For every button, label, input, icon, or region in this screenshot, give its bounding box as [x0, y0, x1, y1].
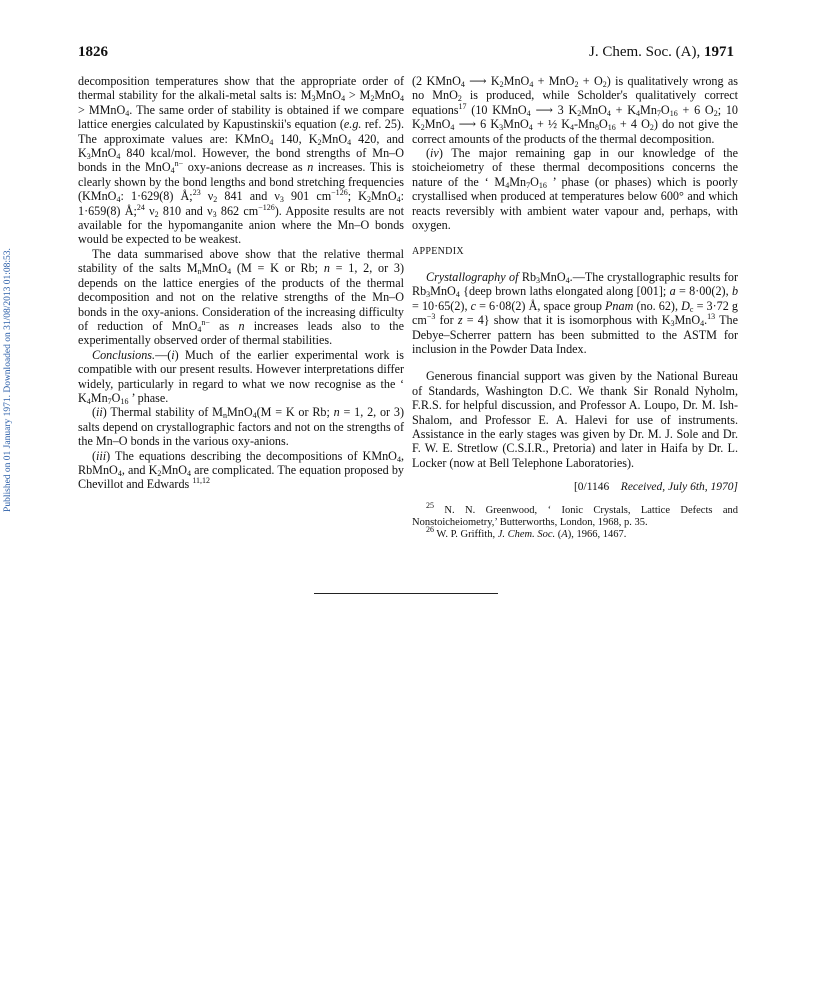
- text: ; K: [347, 189, 367, 204]
- subscript: 4: [116, 152, 121, 162]
- italic-text: A: [561, 529, 568, 541]
- text: (: [92, 405, 97, 420]
- subscript: 4: [347, 137, 352, 147]
- appendix-heading: APPENDIX: [412, 246, 464, 258]
- text: MnO: [321, 131, 348, 146]
- subscript: 7: [656, 108, 661, 118]
- subscript: 4: [187, 468, 192, 478]
- text: N. N. Greenwood, ‘ Ionic Crystals, Lattice Defects and Nonstoicheiometry,’ Butterworths, London, 1968, p. 35.: [412, 504, 738, 528]
- paragraph-conclusion-ii: [78, 405, 404, 448]
- text: Mn: [640, 102, 657, 117]
- text: ) Thermal stability of M: [102, 405, 223, 420]
- text: 420, and K: [78, 131, 404, 161]
- subscript: 2: [713, 108, 718, 118]
- text: ⟶ 3 K: [530, 102, 578, 117]
- subscript: 4: [116, 195, 121, 205]
- subscript: 4: [455, 290, 460, 300]
- text: > MMnO: [78, 102, 126, 117]
- subscript: 4: [526, 108, 531, 118]
- subscript: 16: [120, 396, 129, 406]
- text: + K: [610, 102, 637, 117]
- subscript: 2: [317, 137, 322, 147]
- text: are complicated. The equation proposed by Chevillot and Edwards: [78, 462, 404, 492]
- subscript: 4: [528, 123, 533, 133]
- superscript: −1: [258, 202, 267, 212]
- subscript: 4: [636, 108, 641, 118]
- right-column: [412, 74, 738, 542]
- text: ) The major remaining gap in our knowledge of the stoicheiometry of these thermal decompositions concerns the nature of the ‘ M: [412, 146, 738, 189]
- subscript: 4: [570, 123, 575, 133]
- italic-text: a: [669, 284, 676, 299]
- subscript: 2: [577, 108, 582, 118]
- text: = 6·08(2) Å, space group: [475, 298, 606, 313]
- text: (: [555, 529, 562, 541]
- text: ν: [200, 189, 214, 204]
- subscript: 2: [370, 94, 375, 104]
- text: O: [660, 102, 670, 117]
- text: ref. 25). The approximate values are: KMnO: [78, 117, 404, 146]
- paragraph-conclusions: [78, 348, 404, 406]
- received-date: Received, July 6th, 1970]: [620, 481, 738, 494]
- text: = 1, 2, or 3) salts depend on crystallographic factors and not on the strengths of the Mn–O bonds in the various oxy-anions.: [78, 405, 404, 449]
- subscript: 4: [505, 180, 510, 190]
- subscript: 16: [607, 123, 616, 133]
- end-rule: [314, 593, 498, 594]
- text: ⟶ 6 K: [454, 117, 500, 132]
- italic-text: n: [307, 160, 314, 175]
- text: W. P. Griffith,: [434, 529, 498, 541]
- text: Mn: [509, 174, 527, 189]
- italic-text: ii: [96, 405, 103, 420]
- text: .: [704, 313, 708, 328]
- superscript: −3: [426, 312, 436, 322]
- text: = 1, 2, or 3) depends on the lattice energies of the products of the thermal decomposition and not on the relative strengths of the Mn–O bonds in the oxy-anions. Consideration of the increasing difficulty of reduction of MnO: [78, 261, 404, 333]
- journal-name: J. Chem. Soc. (A),: [589, 44, 701, 60]
- italic-text: i: [171, 347, 175, 362]
- text: = 10·65(2),: [412, 298, 471, 313]
- subscript: 4: [460, 80, 465, 89]
- subscript: n: [197, 267, 202, 277]
- text: MnO: [424, 117, 451, 132]
- text: + O: [578, 74, 603, 88]
- subscript: 3: [212, 209, 217, 219]
- text: 140, K: [273, 131, 318, 146]
- subscript: 2: [420, 123, 425, 133]
- subscript: 3: [426, 290, 431, 300]
- section-label: Crystallography of: [426, 269, 519, 284]
- italic-text: b: [731, 284, 739, 299]
- subscript: 2: [157, 468, 162, 478]
- subscript: 4: [269, 137, 274, 147]
- reference-mark: 13: [707, 312, 716, 322]
- paragraph-remaining-gap: [412, 146, 738, 232]
- text: 901 cm: [283, 189, 332, 204]
- text: MnO: [581, 102, 607, 117]
- subscript: 16: [538, 180, 547, 190]
- italic-text: iv: [430, 146, 439, 161]
- text: : 1·629(8) Å;: [120, 189, 193, 204]
- text: + MnO: [533, 74, 575, 88]
- subscript: 4: [396, 195, 401, 205]
- text: MnO: [161, 462, 188, 477]
- paragraph-acknowledgements: Generous financial support was given by the National Bureau of Standards, Washington D.C. We thank Sir Ronald Nyholm, F.R.S. for helpful discussion, and Professor A. Loupo, Dr. M. Ish-Shalom, and Professor E. A. Halevi for use of instruments. Assistance in the early stages was given by Dr. M. J. Sole and Dr. F. W. E. Stretlow (C.S.I.R., Pretoria) and later in Haifa by Dr. L. Locker (now at Bell Telephone Laboratories).: [412, 369, 738, 470]
- journal-reference: [589, 44, 734, 61]
- italic-text: iii: [96, 448, 107, 463]
- text: .—The crystallographic results for Rb: [412, 269, 738, 299]
- subscript: 4: [396, 454, 401, 464]
- subscript: 2: [649, 123, 654, 133]
- text: oxy-anions decrease as: [183, 160, 308, 175]
- text: -Mn: [574, 117, 595, 132]
- manuscript-code: [0/1146: [573, 481, 610, 494]
- download-notice: Published on 01 January 1971. Downloaded on 31/08/2013 01:08:53.: [3, 248, 13, 512]
- reference-mark: 26: [266, 202, 275, 212]
- left-column: [78, 74, 404, 492]
- reference-mark: 24: [136, 202, 145, 212]
- text: (: [426, 146, 431, 161]
- subscript: 3: [311, 94, 316, 104]
- subscript: 3: [86, 152, 91, 162]
- text: MnO: [503, 117, 529, 132]
- text: MnO: [226, 405, 253, 420]
- subscript: 4: [400, 94, 404, 104]
- text: ), 1966, 1467.: [567, 529, 627, 541]
- text: (: [92, 448, 97, 463]
- subscript: 2: [213, 195, 218, 205]
- subscript: 4: [341, 94, 346, 104]
- text: MnO: [315, 88, 342, 103]
- subscript: 16: [669, 108, 678, 118]
- text: 810 and ν: [158, 203, 213, 218]
- subscript: 4: [117, 468, 122, 478]
- received-line: [412, 480, 738, 494]
- text: is produced, while Scholder's qualitatively correct equations: [412, 88, 739, 117]
- text: , RbMnO: [78, 448, 404, 477]
- text: , and K: [121, 462, 158, 477]
- subscript: 4: [700, 319, 705, 329]
- subscript: 2: [366, 195, 371, 205]
- text: ) is qualitatively wrong as no MnO: [412, 74, 738, 103]
- download-sidebar: [0, 120, 16, 640]
- text: ). Apposite results are not available for the hypomanganite anion where the Mn–O bonds would be expected to be weakest.: [78, 203, 404, 247]
- subscript: 4: [529, 80, 534, 89]
- section-label: Conclusions.: [92, 347, 156, 362]
- text: {deep brown laths elongated along [001];: [459, 284, 670, 299]
- text: ) do not give the correct amounts of the products of the thermal decomposition.: [412, 117, 738, 146]
- journal-year: 1971: [704, 44, 734, 60]
- text: ’ phase (or phases) which is poorly crystallised when produced at temperatures below 600° and which reacts reversibly with ambient water vapour and, perhaps, with oxygen.: [412, 174, 739, 233]
- paragraph-stability-order: [78, 74, 404, 247]
- text: increases leads also to the experimentally observed order of thermal stabilities.: [78, 318, 404, 348]
- text: : 1·659(8) Å;: [78, 189, 404, 218]
- reference-26: [412, 525, 738, 541]
- subscript: n: [222, 411, 227, 421]
- subscript: 2: [574, 80, 579, 89]
- reference-mark: 11,12: [192, 476, 211, 486]
- text: + ½ K: [532, 117, 571, 132]
- subscript: 4: [125, 108, 130, 118]
- text: (2 KMnO: [412, 74, 461, 88]
- subscript: 4: [252, 411, 257, 421]
- text: The data summarised above show that the relative thermal stability of the salts M: [78, 246, 404, 276]
- text: O: [598, 117, 608, 132]
- spacer: [412, 260, 738, 270]
- spacer: [412, 232, 738, 245]
- italic-text: n: [238, 318, 245, 333]
- text: = 8·00(2),: [675, 284, 732, 299]
- superscript: n−: [201, 317, 210, 327]
- text: = 3·72 g cm: [412, 298, 738, 328]
- spacer: [412, 470, 738, 480]
- text: ν: [144, 203, 155, 218]
- reference-25: [412, 500, 738, 530]
- subscript: 4: [170, 166, 175, 176]
- subscript: 3: [499, 123, 504, 133]
- subscript: 7: [526, 180, 531, 190]
- subscript: 4: [227, 267, 232, 277]
- text: O: [530, 174, 539, 189]
- text: MnO: [503, 74, 530, 88]
- subscript: 2: [457, 94, 462, 104]
- reference-mark: 26: [339, 188, 348, 198]
- text: (no. 62),: [633, 298, 682, 313]
- text: ’ phase.: [128, 390, 169, 405]
- text: Mn: [90, 390, 108, 405]
- italic-text: e.g.: [343, 117, 362, 132]
- text: The Debye–Scherrer pattern has been submitted to the ASTM for inclusion in the Powder Data Index.: [412, 313, 738, 356]
- text: 840 kcal/mol. However, the bond strengths of Mn–O bonds in the MnO: [78, 146, 404, 175]
- text: = 4} show that it is isomorphous with K: [462, 313, 671, 328]
- text: MnO: [674, 313, 701, 328]
- paragraph-equations: [412, 74, 738, 146]
- text: 862 cm: [216, 203, 259, 218]
- text: MnO: [430, 284, 456, 299]
- text: —(: [155, 347, 172, 362]
- text: increases. This is clearly shown by the bond lengths and bond stretching frequencies (KMnO: [78, 160, 404, 204]
- subscript: 3: [536, 275, 541, 285]
- subscript: 3: [279, 195, 284, 205]
- subscript: 4: [197, 324, 202, 334]
- superscript: −1: [331, 188, 340, 198]
- text: as: [209, 318, 239, 333]
- italic-text: n: [323, 261, 330, 276]
- subscript: 4: [86, 396, 91, 406]
- subscript: 2: [499, 80, 504, 89]
- text: + 4 O: [615, 117, 650, 132]
- spacer: [412, 356, 738, 369]
- text: decomposition temperatures show that the appropriate order of thermal stability for the alkali-metal salts is: M: [78, 74, 404, 103]
- text: (M = K or Rb;: [231, 261, 324, 276]
- spacer: [412, 495, 738, 505]
- text: MnO: [201, 261, 228, 276]
- italic-text: J. Chem. Soc.: [497, 529, 556, 541]
- text: O: [111, 390, 121, 405]
- italic-text: c: [470, 298, 476, 313]
- text: ⟶ K: [464, 74, 500, 88]
- text: + 6 O: [677, 102, 714, 117]
- paragraph-conclusion-iii: [78, 449, 404, 492]
- subscript: 7: [107, 396, 112, 406]
- italic-text: n: [333, 405, 340, 420]
- italic-text: Pnam: [605, 298, 634, 313]
- reference-number: 25: [426, 500, 434, 510]
- text: Rb: [518, 269, 537, 284]
- subscript: 4: [606, 108, 611, 118]
- text: > M: [345, 88, 371, 103]
- reference-mark: 23: [192, 188, 201, 198]
- subscript: c: [689, 304, 694, 314]
- reference-mark: 17: [458, 101, 467, 111]
- subscript: 4: [565, 275, 570, 285]
- subscript: 2: [154, 209, 159, 219]
- text: (10 KMnO: [466, 102, 527, 117]
- text: ) Much of the earlier experimental work is compatible with our present results. However interpretations differ widely, particularly in regard to what we now recognise as the ‘ K: [78, 347, 404, 405]
- text: MnO: [370, 189, 397, 204]
- text: (M = K or Rb;: [256, 405, 334, 420]
- text: MnO: [90, 146, 117, 161]
- text: ) The equations describing the decompositions of KMnO: [106, 448, 397, 463]
- subscript: 4: [450, 123, 455, 133]
- page-number: 1826: [78, 44, 108, 60]
- text: 841 and ν: [217, 189, 280, 204]
- subscript: 3: [670, 319, 675, 329]
- paragraph-relative-stability: [78, 247, 404, 348]
- text: . The same order of stability is obtained if we compare lattice energies calculated by Kapustinskii's equation (: [78, 102, 404, 132]
- reference-number: 26: [426, 525, 434, 535]
- subscript: 8: [594, 123, 599, 133]
- italic-text: D: [681, 298, 690, 313]
- italic-text: z: [457, 313, 463, 328]
- paragraph-crystallography: [412, 270, 738, 356]
- text: MnO: [540, 269, 566, 284]
- text: ; 10 K: [412, 102, 739, 132]
- text: for: [435, 313, 458, 328]
- text: MnO: [374, 88, 400, 103]
- superscript: n−: [174, 159, 184, 169]
- references: [412, 500, 738, 542]
- subscript: 2: [602, 80, 607, 89]
